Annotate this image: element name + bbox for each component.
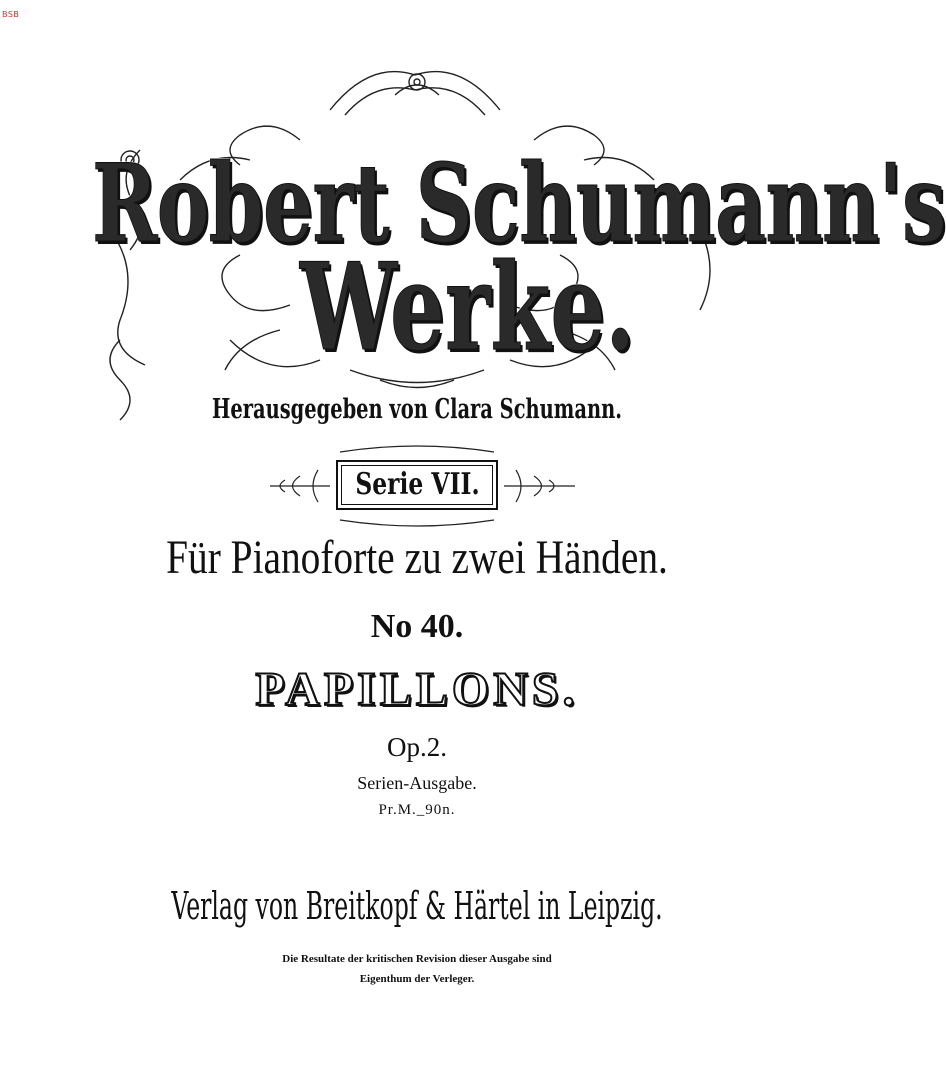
work-number: No 40. xyxy=(370,608,464,645)
instrument-category: Für Pianoforte zu zwei Händen. xyxy=(166,531,668,584)
publisher-line: Verlag von Breitkopf & Härtel in Leipzig. xyxy=(171,884,663,928)
title-line-2: Werke. xyxy=(300,237,636,378)
library-stamp: BSB xyxy=(2,10,20,19)
rights-notice-line-2: Eigenthum der Verleger. xyxy=(359,973,475,985)
series-frame xyxy=(336,460,498,510)
rights-notice-line-1: Die Resultate der kritischen Revision dieser Ausgabe sind xyxy=(282,953,552,965)
work-title: PAPILLONS. xyxy=(255,663,579,716)
edition-label: Serien-Ausgabe. xyxy=(357,773,477,793)
title-line-1: Robert Schumann's xyxy=(92,141,946,267)
opus-number: Op.2. xyxy=(387,732,447,762)
editor-credit: Herausgegeben von Clara Schumann. xyxy=(211,394,622,425)
price-label: Pr.M._90n. xyxy=(378,802,456,818)
series-label: Serie VII. xyxy=(355,467,480,502)
